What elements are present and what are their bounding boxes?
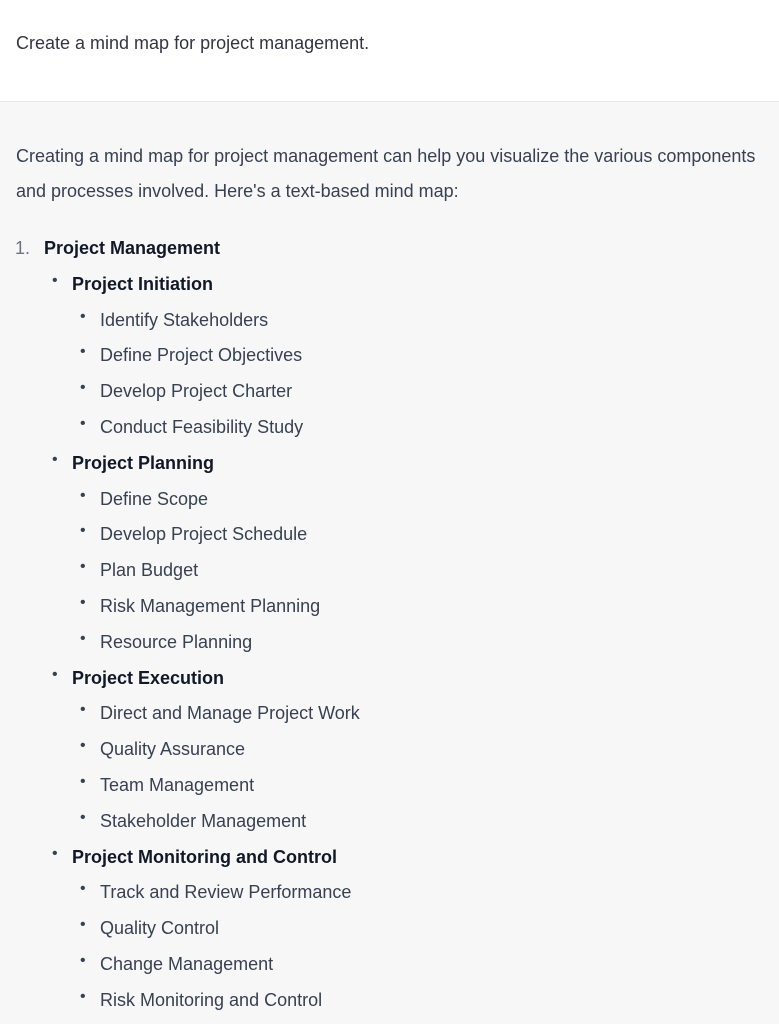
bullet-icon: • bbox=[80, 880, 86, 898]
list-item-label: Define Scope bbox=[100, 488, 209, 509]
bullet-icon: • bbox=[80, 629, 86, 647]
bullet-icon: • bbox=[80, 951, 86, 969]
section-title: Project Planning bbox=[72, 452, 215, 473]
section-title: Project Execution bbox=[72, 667, 225, 688]
bullet-icon: • bbox=[80, 379, 86, 397]
list-item bbox=[0, 768, 779, 804]
list-item bbox=[0, 374, 779, 410]
list-item bbox=[0, 338, 779, 374]
section-item bbox=[0, 661, 779, 697]
user-message-text: Create a mind map for project management. bbox=[16, 33, 370, 53]
list-item-label: Stakeholder Management bbox=[100, 810, 307, 831]
list-item-label: Team Management bbox=[100, 774, 255, 795]
bullet-icon: • bbox=[80, 307, 86, 325]
bullet-icon: • bbox=[80, 522, 86, 540]
bullet-icon: • bbox=[52, 271, 58, 289]
list-item-label: Risk Monitoring and Control bbox=[100, 989, 323, 1010]
bullet-icon: • bbox=[80, 772, 86, 790]
mind-map-list bbox=[0, 231, 779, 1019]
bullet-icon: • bbox=[80, 916, 86, 934]
root-topic: Project Management bbox=[44, 238, 221, 258]
bullet-icon: • bbox=[80, 987, 86, 1005]
list-item-label: Quality Assurance bbox=[100, 739, 246, 760]
list-number: 1. bbox=[15, 238, 31, 258]
list-item bbox=[0, 911, 779, 947]
list-item bbox=[0, 696, 779, 732]
list-item bbox=[0, 303, 779, 339]
section-item bbox=[0, 267, 779, 303]
list-item bbox=[0, 804, 779, 840]
bullet-icon: • bbox=[80, 343, 86, 361]
list-item bbox=[0, 875, 779, 911]
list-item-root bbox=[0, 231, 779, 267]
section-title: Project Monitoring and Control bbox=[72, 846, 337, 867]
list-item bbox=[0, 482, 779, 518]
list-item-label: Plan Budget bbox=[100, 560, 199, 581]
list-item-label: Conduct Feasibility Study bbox=[100, 416, 304, 437]
user-message bbox=[0, 0, 779, 102]
list-item bbox=[0, 625, 779, 661]
list-item-label: Quality Control bbox=[100, 918, 220, 939]
list-item-label: Define Project Objectives bbox=[100, 345, 303, 366]
list-item-label: Identify Stakeholders bbox=[100, 309, 269, 330]
list-item-label: Direct and Manage Project Work bbox=[100, 703, 360, 724]
bullet-icon: • bbox=[80, 593, 86, 611]
list-item bbox=[0, 732, 779, 768]
list-item bbox=[0, 410, 779, 446]
list-item-label: Change Management bbox=[100, 953, 274, 974]
bullet-icon: • bbox=[80, 737, 86, 755]
bullet-icon: • bbox=[52, 450, 58, 468]
bullet-icon: • bbox=[80, 808, 86, 826]
list-item bbox=[0, 553, 779, 589]
list-item bbox=[0, 517, 779, 553]
list-item bbox=[0, 589, 779, 625]
bullet-icon: • bbox=[80, 558, 86, 576]
list-item-label: Resource Planning bbox=[100, 631, 253, 652]
bullet-icon: • bbox=[80, 701, 86, 719]
section-title: Project Initiation bbox=[72, 273, 214, 294]
bullet-icon: • bbox=[80, 486, 86, 504]
list-item-label: Track and Review Performance bbox=[100, 882, 352, 903]
list-item bbox=[0, 983, 779, 1019]
list-item-label: Develop Project Schedule bbox=[100, 524, 308, 545]
list-item-label: Develop Project Charter bbox=[100, 381, 293, 402]
section-item bbox=[0, 446, 779, 482]
list-item bbox=[0, 947, 779, 983]
section-item bbox=[0, 840, 779, 876]
assistant-intro-text: Creating a mind map for project management can help you visualize the various components and processes involved. Here's a text-based mind map: bbox=[16, 146, 756, 201]
bullet-icon: • bbox=[52, 844, 58, 862]
bullet-icon: • bbox=[80, 414, 86, 432]
list-item-label: Risk Management Planning bbox=[100, 595, 321, 616]
bullet-icon: • bbox=[52, 665, 58, 683]
